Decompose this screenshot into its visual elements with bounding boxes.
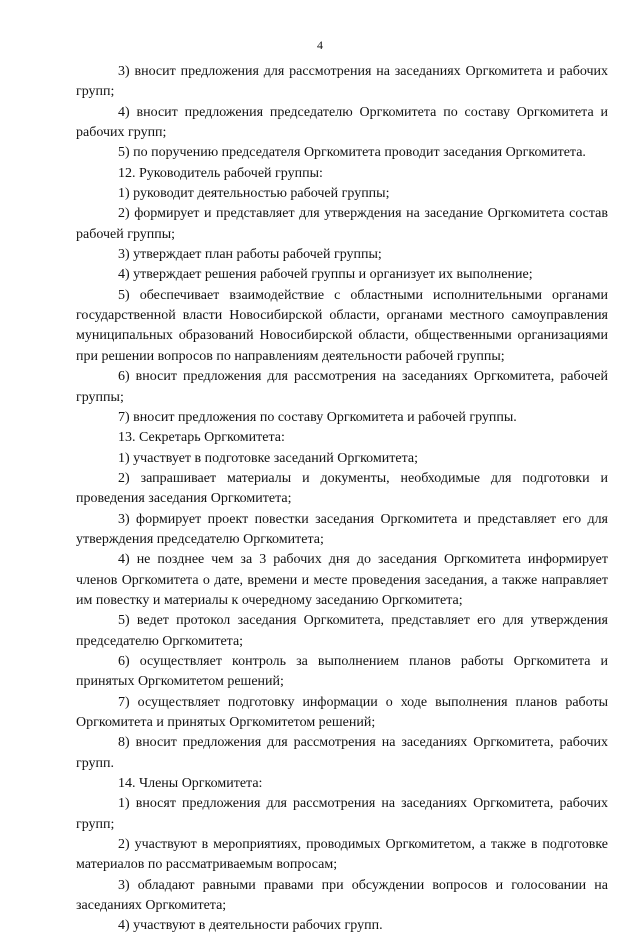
paragraph-item-12-5: 5) обеспечивает взаимодействие с областными исполнительными органами государственной власти Новосибирской области, органами местного самоуправления муниципальных образований Новосибирской области, общественными организациями при решении вопросов по направлениям деятельности рабочей группы; [76, 287, 608, 364]
paragraph-item-13-2: 2) запрашивает материалы и документы, необходимые для подготовки и проведения заседания Оргкомитета; [76, 470, 608, 507]
paragraph-item-3: 3) вносит предложения для рассмотрения на заседаниях Оргкомитета и рабочих групп; [76, 64, 608, 100]
paragraph-item-12-1: 1) руководит деятельностью рабочей группы; [118, 186, 390, 202]
paragraph-item-14-4: 4) участвуют в деятельности рабочих групп. [118, 918, 383, 934]
page-number: 4 [317, 38, 323, 52]
section-heading-13: 13. Секретарь Оргкомитета: [118, 430, 285, 446]
paragraph-item-12-4: 4) утверждает решения рабочей группы и организует их выполнение; [118, 267, 533, 283]
paragraph-item-14-1: 1) вносят предложения для рассмотрения на заседаниях Оргкомитета, рабочих групп; [76, 796, 608, 832]
paragraph-item-13-6: 6) осуществляет контроль за выполнением планов работы Оргкомитета и принятых Оргкомитетом решений; [76, 653, 608, 690]
paragraph-item-13-3: 3) формирует проект повестки заседания Оргкомитета и представляет его для утверждения председателю Оргкомитета; [76, 511, 608, 547]
document-body [76, 62, 608, 937]
paragraph-item-14-3: 3) обладают равными правами при обсуждении вопросов и голосовании на заседаниях Оргкомитета; [76, 877, 608, 914]
paragraph-item-14-2: 2) участвуют в мероприятиях, проводимых Оргкомитетом, а также в подготовке материалов по рассматриваемым вопросам; [76, 837, 608, 873]
paragraph-item-5: 5) по поручению председателя Оргкомитета проводит заседания Оргкомитета. [118, 145, 586, 161]
paragraph-item-4: 4) вносит предложения председателю Оргкомитета по составу Оргкомитета и рабочих групп; [76, 104, 608, 141]
paragraph-item-13-8: 8) вносит предложения для рассмотрения на заседаниях Оргкомитета, рабочих групп. [76, 735, 608, 771]
paragraph-item-12-3: 3) утверждает план работы рабочей группы; [118, 247, 382, 263]
paragraph-item-12-2: 2) формирует и представляет для утверждения на заседание Оргкомитета состав рабочей группы; [76, 206, 608, 242]
section-heading-12: 12. Руководитель рабочей группы: [118, 165, 323, 181]
paragraph-item-12-6: 6) вносит предложения для рассмотрения на заседаниях Оргкомитета, рабочей группы; [76, 369, 608, 405]
paragraph-item-13-5: 5) ведет протокол заседания Оргкомитета, представляет его для утверждения председателю Оргкомитета; [76, 613, 608, 649]
paragraph-item-13-4: 4) не позднее чем за 3 рабочих дня до заседания Оргкомитета информирует членов Оргкомитета о дате, времени и месте проведения заседания, а также направляет им повестку и материалы к очередному заседанию Оргкомитета; [76, 552, 608, 608]
paragraph-item-13-1: 1) участвует в подготовке заседаний Оргкомитета; [118, 450, 418, 466]
paragraph-item-12-7: 7) вносит предложения по составу Оргкомитета и рабочей группы. [118, 409, 517, 425]
paragraph-item-13-7: 7) осуществляет подготовку информации о ходе выполнения планов работы Оргкомитета и принятых Оргкомитетом решений; [76, 694, 608, 730]
section-heading-14: 14. Члены Оргкомитета: [118, 776, 263, 792]
